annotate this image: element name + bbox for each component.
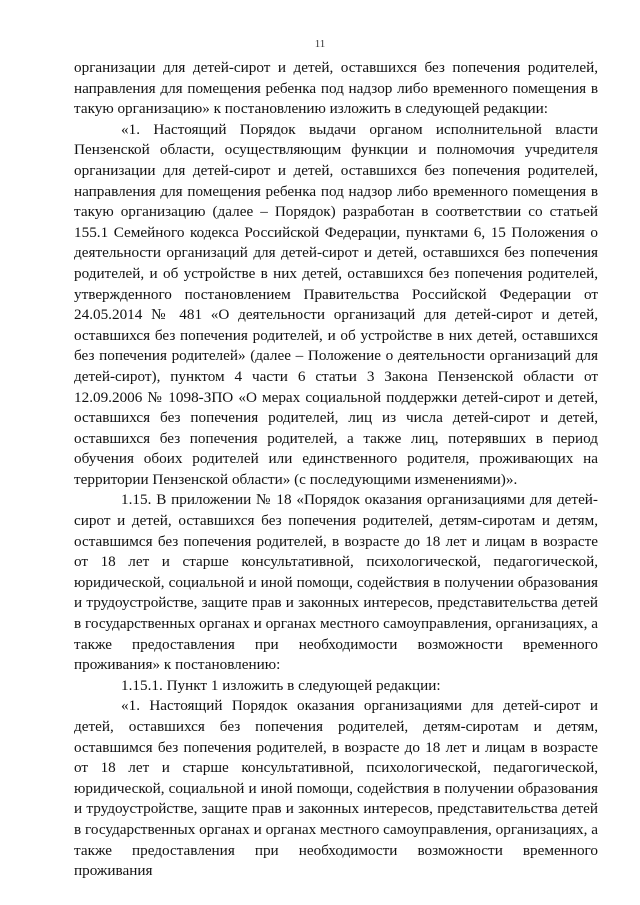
document-body [74, 58, 598, 882]
paragraph: 1.15. В приложении № 18 «Порядок оказания организациями для детей-сирот и детей, оставшихся без попечения родителей, детям-сиротам и детям, оставшимся без попечения родителей, в возрасте до 18 лет и лицам в возрасте от 18 лет и старше консультативной, психологической, педагогической, юридической, социальной и иной помощи, содействия в получении образования и трудоустройстве, защите прав и законных интересов, представительства детей в государственных органах и органах местного самоуправления, организациях, а также предоставления при необходимости возможности временного проживания» к постановлению: [74, 491, 598, 674]
page-number: 11 [314, 38, 326, 50]
paragraph: 1.15.1. Пункт 1 изложить в следующей редакции: [121, 676, 441, 694]
paragraph: «1. Настоящий Порядок оказания организациями для детей-сирот и детей, оставшихся без попечения родителей, детям-сиротам и детям, оставшимся без попечения родителей, в возрасте до 18 лет и лицам в возрасте от 18 лет и старше консультативной, психологической, педагогической, юридической, социальной и иной помощи, содействия в получении образования и трудоустройстве, защите прав и законных интересов, представительства детей в государственных органах и органах местного самоуправления, организациях, а также предоставления при необходимости возможности временного проживания [74, 697, 598, 880]
paragraph: организации для детей-сирот и детей, оставшихся без попечения родителей, направления для помещения ребенка под надзор либо временного помещения в такую организацию» к постановлению изложить в следующей редакции: [74, 59, 598, 118]
paragraph: «1. Настоящий Порядок выдачи органом исполнительной власти Пензенской области, осуществляющим функции и полномочия учредителя организации для детей-сирот и детей, оставшихся без попечения родителей, направления для помещения ребенка под надзор либо временного помещения в такую организацию (далее – Порядок) разработан в соответствии со статьей 155.1 Семейного кодекса Российской Федерации, пунктами 6, 15 Положения о деятельности организаций для детей-сирот и детей, оставшихся без попечения родителей, и об устройстве в них детей, оставшихся без попечения родителей, утвержденного постановлением Правительства Российской Федерации от 24.05.2014 № 481 «О деятельности организаций для детей-сирот и детей, оставшихся без попечения родителей, и об устройстве в них детей, оставшихся без попечения родителей» (далее – Положение о деятельности организаций для детей-сирот), пунктом 4 части 6 статьи 3 Закона Пензенской области от 12.09.2006 № 1098-ЗПО «О мерах социальной поддержки детей-сирот и детей, оставшихся без попечения родителей, лиц из числа детей-сирот и детей, оставшихся без попечения родителей, а также лиц, потерявших в период обучения обоих родителей или единственного родителя, проживающих на территории Пензенской области» (с последующими изменениями)». [74, 120, 598, 488]
